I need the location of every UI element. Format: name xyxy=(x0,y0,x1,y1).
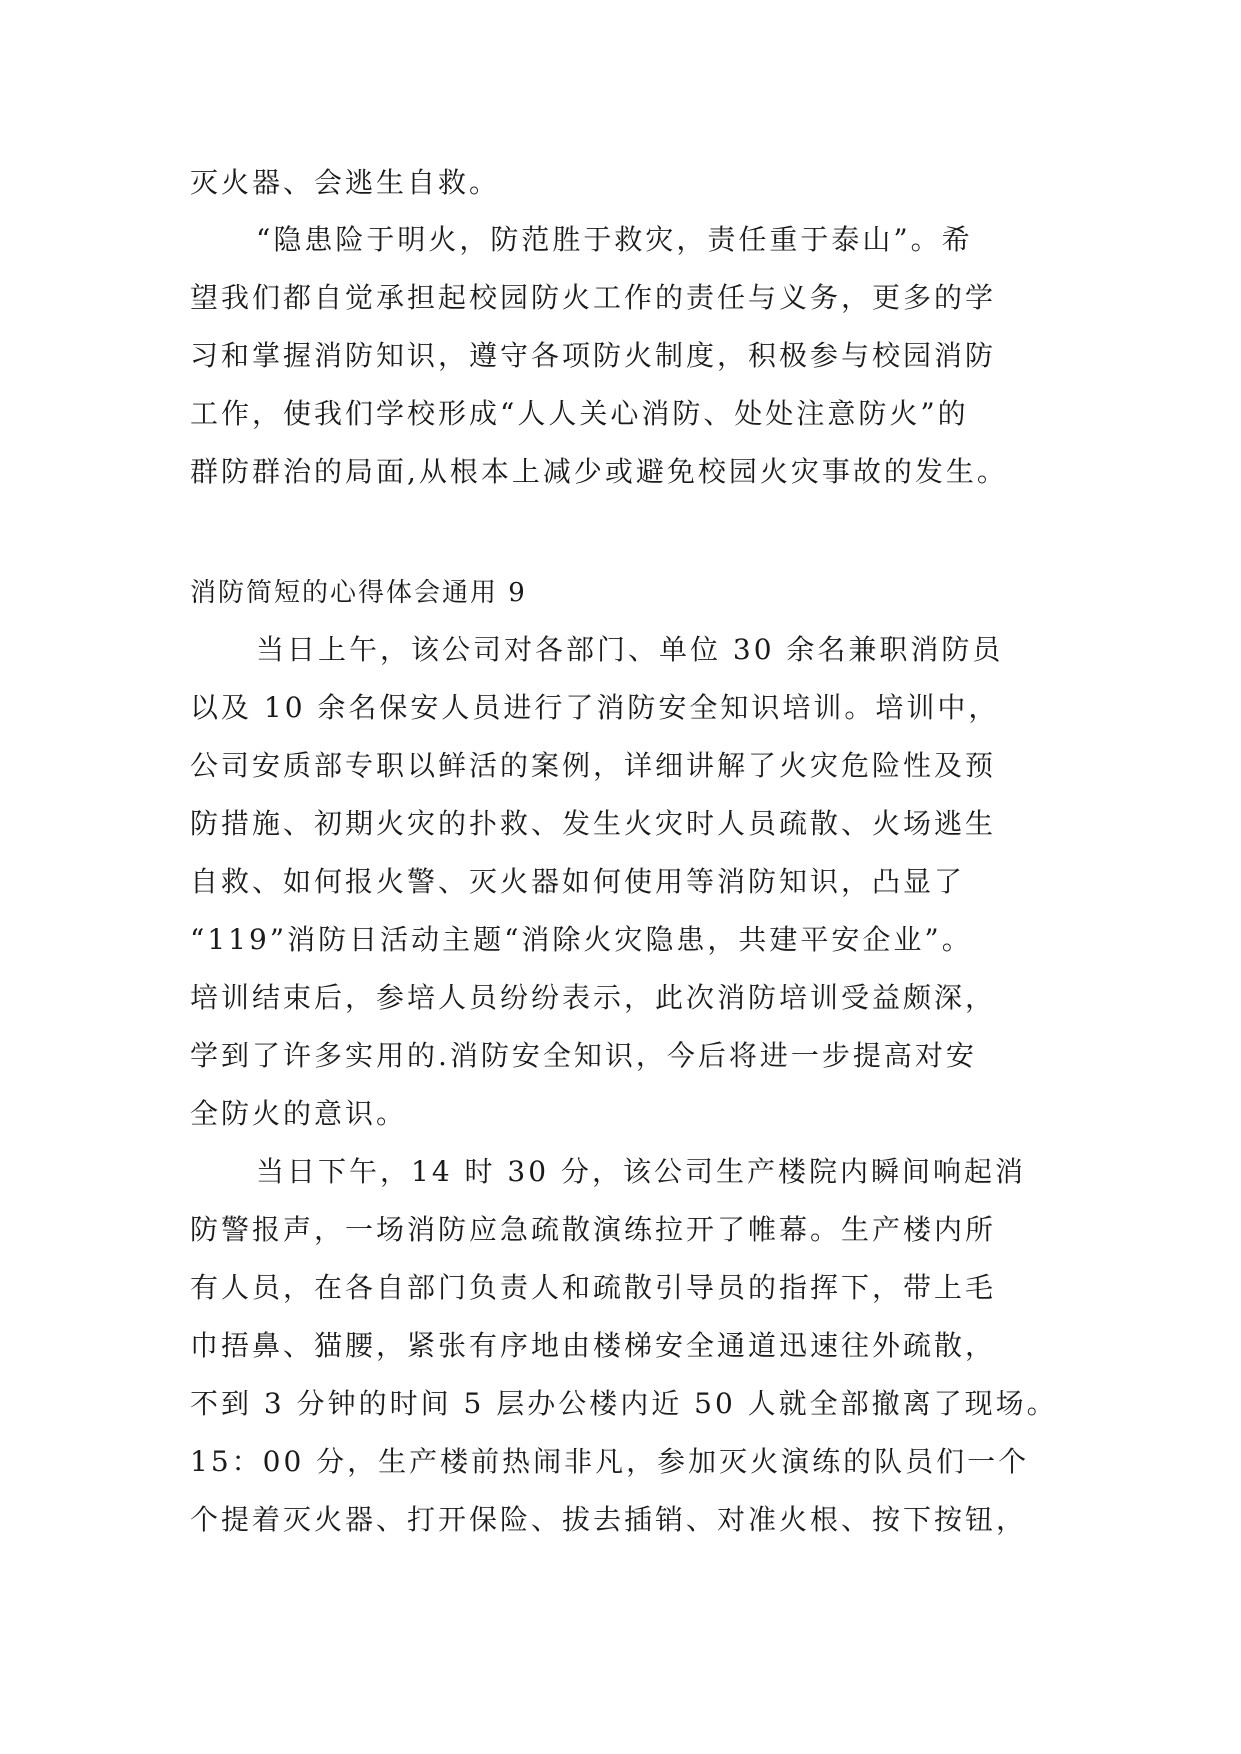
text-line: “119”消防日活动主题“消除火灾隐患，共建平安企业”。 xyxy=(190,923,973,956)
text-line: 个提着灭火器、打开保险、拔去插销、对准火根、按下按钮， xyxy=(190,1503,1028,1536)
text-line: 公司安质部专职以鲜活的案例，详细讲解了火灾危险性及预 xyxy=(190,749,997,782)
text-line: 当日下午，14 时 30 分，该公司生产楼院内瞬间响起消 xyxy=(256,1155,1026,1188)
section-heading: 消防简短的心得体会通用 9 xyxy=(190,578,527,608)
text-line: 全防火的意识。 xyxy=(190,1097,408,1130)
text-line: 不到 3 分钟的时间 5 层办公楼内近 50 人就全部撤离了现场。 xyxy=(190,1387,1058,1420)
text-line: 培训结束后，参培人员纷纷表示，此次消防培训受益颇深， xyxy=(190,981,997,1014)
text-line: 防措施、初期火灾的扑救、发生火灾时人员疏散、火场逃生 xyxy=(190,807,997,840)
text-line: 防警报声，一场消防应急疏散演练拉开了帷幕。生产楼内所 xyxy=(190,1213,997,1246)
text-line: 当日上午，该公司对各部门、单位 30 余名兼职消防员 xyxy=(256,633,1004,666)
text-line: 灭火器、会逃生自救。 xyxy=(190,166,501,199)
text-line: “隐患险于明火，防范胜于救灾，责任重于泰山”。希 xyxy=(256,223,973,256)
text-line: 巾捂鼻、猫腰，紧张有序地由楼梯安全通道迅速往外疏散， xyxy=(190,1329,997,1362)
text-line: 15：00 分，生产楼前热闹非凡，参加灭火演练的队员们一个 xyxy=(190,1445,1030,1478)
text-line: 学到了许多实用的.消防安全知识，今后将进一步提高对安 xyxy=(190,1039,977,1072)
text-line: 习和掌握消防知识，遵守各项防火制度，积极参与校园消防 xyxy=(190,339,997,372)
text-line: 有人员，在各自部门负责人和疏散引导员的指挥下，带上毛 xyxy=(190,1271,997,1304)
text-line: 自救、如何报火警、灭火器如何使用等消防知识，凸显了 xyxy=(190,865,966,898)
text-line: 望我们都自觉承担起校园防火工作的责任与义务，更多的学 xyxy=(190,281,997,314)
text-line: 工作，使我们学校形成“人人关心消防、处处注意防火”的 xyxy=(190,397,969,430)
text-line: 群防群治的局面,从根本上减少或避免校园火灾事故的发生。 xyxy=(190,455,1008,488)
text-line: 以及 10 余名保安人员进行了消防安全知识培训。培训中， xyxy=(190,691,1000,724)
